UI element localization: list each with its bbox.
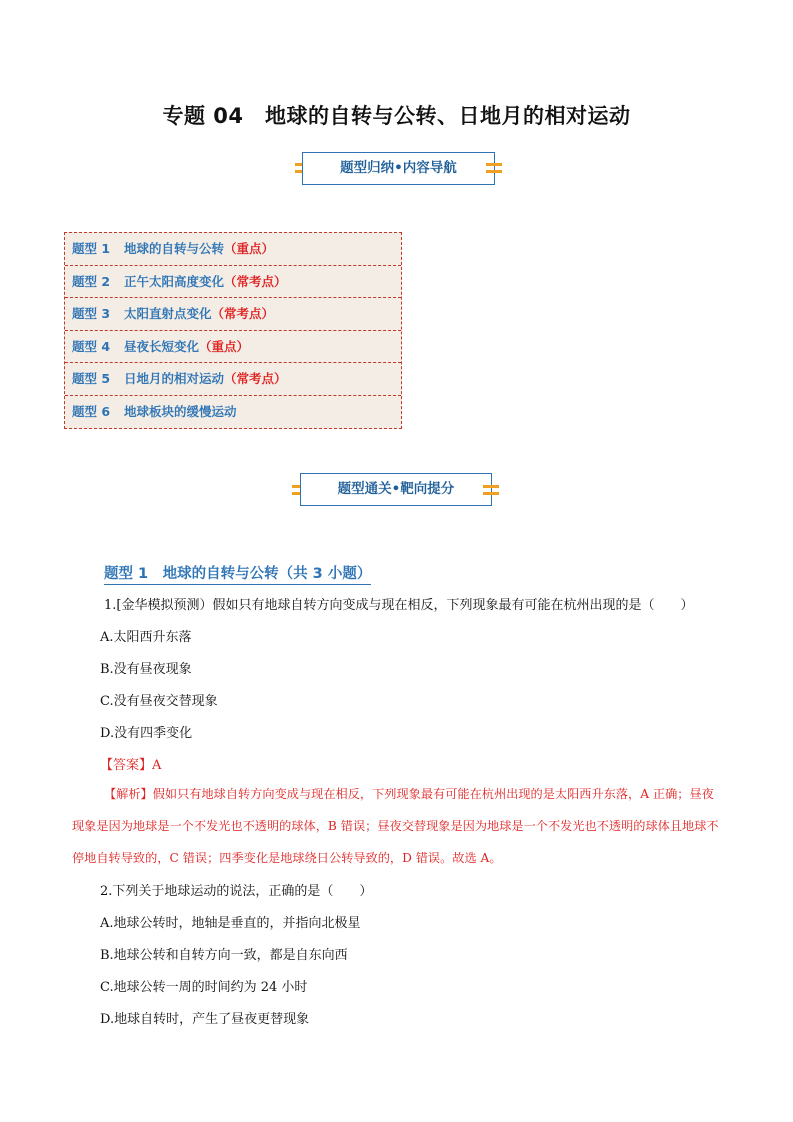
option-d: D.地球自转时，产生了昼夜更替现象 — [100, 1012, 310, 1027]
option-d: D.没有四季变化 — [100, 726, 193, 741]
toc-item[interactable]: 题型 1 地球的自转与公转（重点） — [65, 233, 401, 266]
question-stem: 2.下列关于地球运动的说法，正确的是（ ） — [100, 884, 373, 899]
section-heading: 题型 1 地球的自转与公转（共 3 小题） — [104, 562, 371, 585]
toc-item[interactable]: 题型 2 正午太阳高度变化（常考点） — [65, 266, 401, 299]
option-a: A.太阳西升东落 — [100, 630, 192, 645]
toc-item[interactable]: 题型 3 太阳直射点变化（常考点） — [65, 298, 401, 331]
option-c: C.地球公转一周的时间约为 24 小时 — [100, 980, 308, 995]
option-a: A.地球公转时，地轴是垂直的，并指向北极星 — [100, 916, 361, 931]
practice-banner: 题型通关•靶向提分 — [300, 473, 492, 506]
analysis-text: 【解析】假如只有地球自转方向变成与现在相反，下列现象最有可能在杭州出现的是太阳西升东落，A 正确；昼夜现象是因为地球是一个不发光也不透明的球体，B 错误；昼夜交替现象是因为地球是一个不发光也不透明的球体且地球不停地自转导致的，C 错误；四季变化是地球绕日公转导致的，D 错误。故选 A。 — [72, 787, 719, 865]
option-b: B.没有昼夜现象 — [100, 662, 192, 677]
toc-item[interactable]: 题型 5 日地月的相对运动（常考点） — [65, 363, 401, 396]
double-bar-icon — [486, 161, 502, 175]
toc-item[interactable]: 题型 6 地球板块的缓慢运动 — [72, 403, 237, 419]
double-bar-icon — [483, 483, 499, 497]
toc-item[interactable]: 题型 4 昼夜长短变化（重点） — [65, 331, 401, 364]
answer-label: 【答案】A — [100, 758, 162, 773]
nav-banner: 题型归纳•内容导航 — [302, 152, 495, 185]
question-stem: 1.[金华模拟预测）假如只有地球自转方向变成与现在相反，下列现象最有可能在杭州出现的是（ ） — [104, 598, 694, 613]
option-b: B.地球公转和自转方向一致，都是自东向西 — [100, 948, 348, 963]
topic-index-table — [64, 232, 402, 429]
option-c: C.没有昼夜交替现象 — [100, 694, 218, 709]
page-title: 专题 04 地球的自转与公转、日地月的相对运动 — [162, 104, 631, 128]
